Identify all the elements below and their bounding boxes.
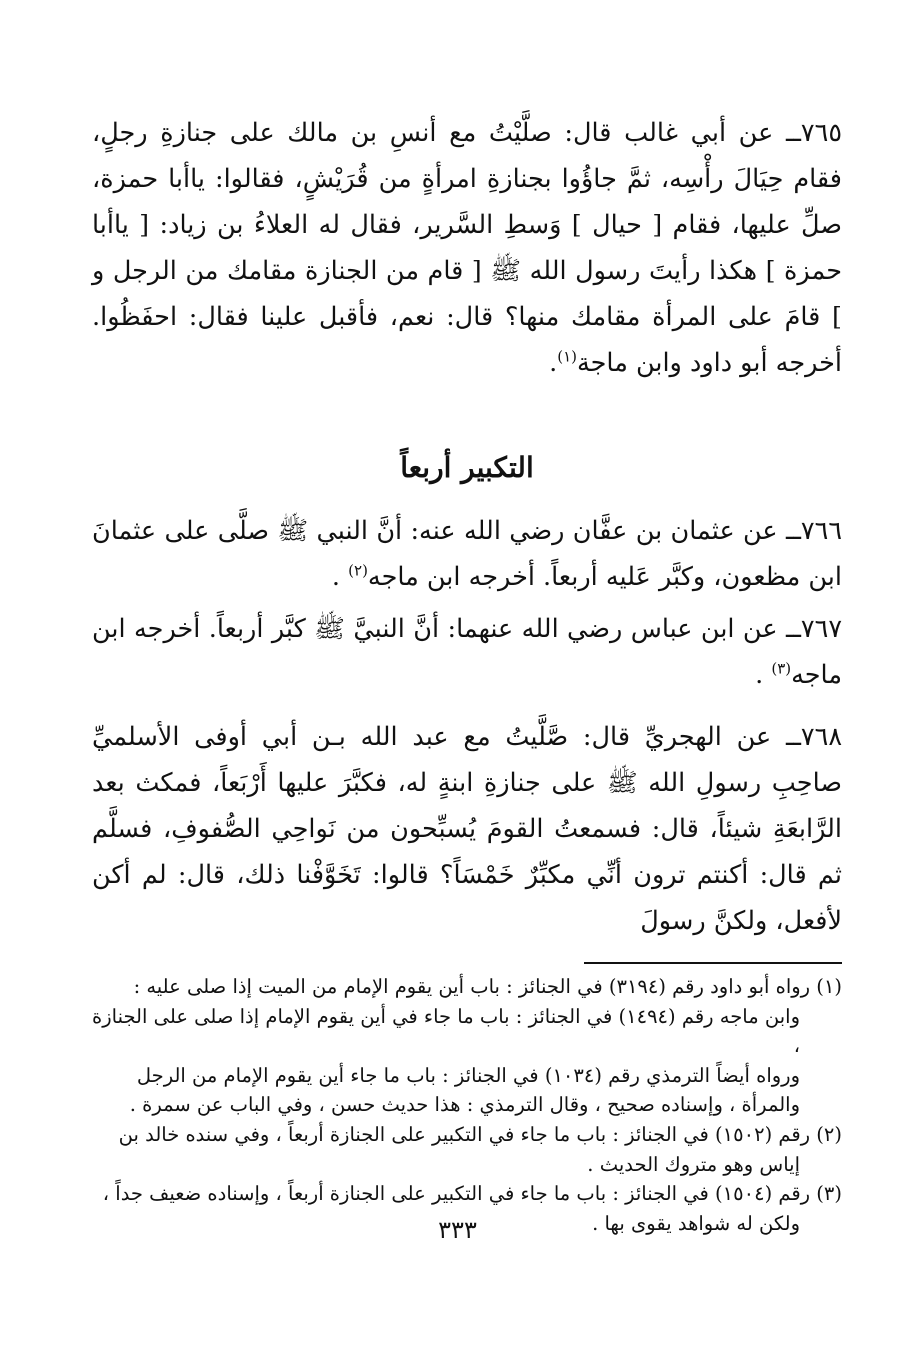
- footnote-line: والمرأة ، وإسناده صحيح ، وقال الترمذي : هذا حديث حسن ، وفي الباب عن سمرة .: [129, 1093, 800, 1117]
- sentence-end: .: [755, 660, 772, 690]
- page-body: [92, 110, 842, 1238]
- footnote-2: [92, 1120, 842, 1150]
- footnotes: [92, 972, 842, 1238]
- footnote-1: [92, 972, 842, 1002]
- hadith-text: عن ابن عباس رضي الله عنهما: أنَّ النبيَّ ﷺ كبَّر أربعاً. أخرجه ابن ماجه: [92, 614, 842, 690]
- footnote-divider: [584, 962, 842, 964]
- footnote-2-line-2: [92, 1150, 842, 1180]
- footnote-ref: (٣): [771, 659, 792, 678]
- hadith-766: [92, 508, 842, 600]
- hadith-text: عن عثمان بن عفَّان رضي الله عنه: أنَّ النبي ﷺ صلَّى على عثمانَ ابن مظعون، وكبَّر عَليه أربعاً. أخرجه ابن ماجه: [92, 516, 842, 592]
- hadith-number: ٧٦٧ــ: [785, 614, 843, 644]
- footnote-1-line-3: [92, 1061, 842, 1091]
- footnote-line: وابن ماجه رقم (١٤٩٤) في الجنائز : باب ما جاء في أين يقوم الإمام إذا صلى على الجنازة ،: [92, 1004, 800, 1058]
- footnote-line: رقم (١٥٠٤) في الجنائز : باب ما جاء في التكبير على الجنازة أربعاً ، وإسناده ضعيف جداً ،: [102, 1182, 811, 1206]
- footnote-line: ولكن له شواهد يقوى بها .: [592, 1211, 800, 1235]
- footnote-label: (١): [816, 975, 842, 998]
- hadith-number: ٧٦٦ــ: [785, 516, 843, 546]
- sentence-end: .: [331, 562, 349, 592]
- footnote-label: (٣): [816, 1182, 842, 1206]
- footnote-1-line-2: [92, 1002, 842, 1061]
- hadith-text: عن الهجريِّ قال: صَّلَّيتُ مع عبد الله بـن أبي أوفى الأسلميِّ صاحِبِ رسولِ الله ﷺ على جنازةِ ابنةٍ له، فكبَّرَ عليها أَرْبَعاً، فمكث بعد الرَّابعَةِ شيئاً، قال: فسمعتُ القومَ يُسبِّحون من نَواحِي الصُّفوفِ، فسلَّم ثم قال: أكنتم ترون أنِّي مكبِّرٌ خَمْسَاً؟ قالوا: تَخَوَّفْنا ذلك، قال: لم أكن لأفعل، ولكنَّ رسولَ: [92, 722, 842, 936]
- hadith-767: [92, 606, 842, 698]
- footnote-line: ورواه أيضاً الترمذي رقم (١٠٣٤) في الجنائز : باب ما جاء أين يقوم الإمام من الرجل: [136, 1063, 800, 1087]
- page-number: ٣٣٣: [438, 1216, 477, 1244]
- section-heading: التكبير أربعاً: [400, 451, 534, 484]
- hadith-text: عن أبي غالب قال: صلَّيْتُ مع أنسِ بن مالك على جنازةِ رجلٍ، فقام حِيَالَ رأْسِه، ثمَّ جاؤُوا بجنازةِ امرأةٍ من قُرَيْشٍ، فقالوا: ياأبا حمزة، صلِّ عليها، فقام [ حيال ] وَسطِ السَّرير، فقال له العلاءُ بن زياد: [ ياأبا حمزة ] هكذا رأيتَ رسول الله ﷺ [ قام من الجنازة مقامك من الرجل و ] قامَ على المرأة مقامك منها؟ قال: نعم، فأقبل علينا فقال: احفَظُوا. أخرجه أبو داود وابن ماجة: [92, 118, 842, 378]
- footnote-label: (٢): [816, 1122, 842, 1146]
- footnote-line: رقم (١٥٠٢) في الجنائز : باب ما جاء في التكبير على الجنازة أربعاً ، وفي سنده خالد بن: [118, 1122, 811, 1146]
- hadith-number: ٧٦٨ــ: [785, 722, 843, 752]
- footnote-ref: (٢): [348, 561, 368, 580]
- footnote-ref: (١): [557, 347, 577, 366]
- footnote-line: إياس وهو متروك الحديث .: [587, 1152, 800, 1176]
- hadith-number: ٧٦٥ــ: [785, 118, 843, 148]
- sentence-end: .: [549, 348, 558, 378]
- footnote-3: [92, 1179, 842, 1209]
- footnote-1-line-4: [92, 1090, 842, 1120]
- hadith-765: [92, 110, 842, 386]
- footnote-line: رواه أبو داود رقم (٣١٩٤) في الجنائز : باب أين يقوم الإمام من الميت إذا صلى عليه :: [133, 975, 811, 998]
- hadith-768: [92, 714, 842, 944]
